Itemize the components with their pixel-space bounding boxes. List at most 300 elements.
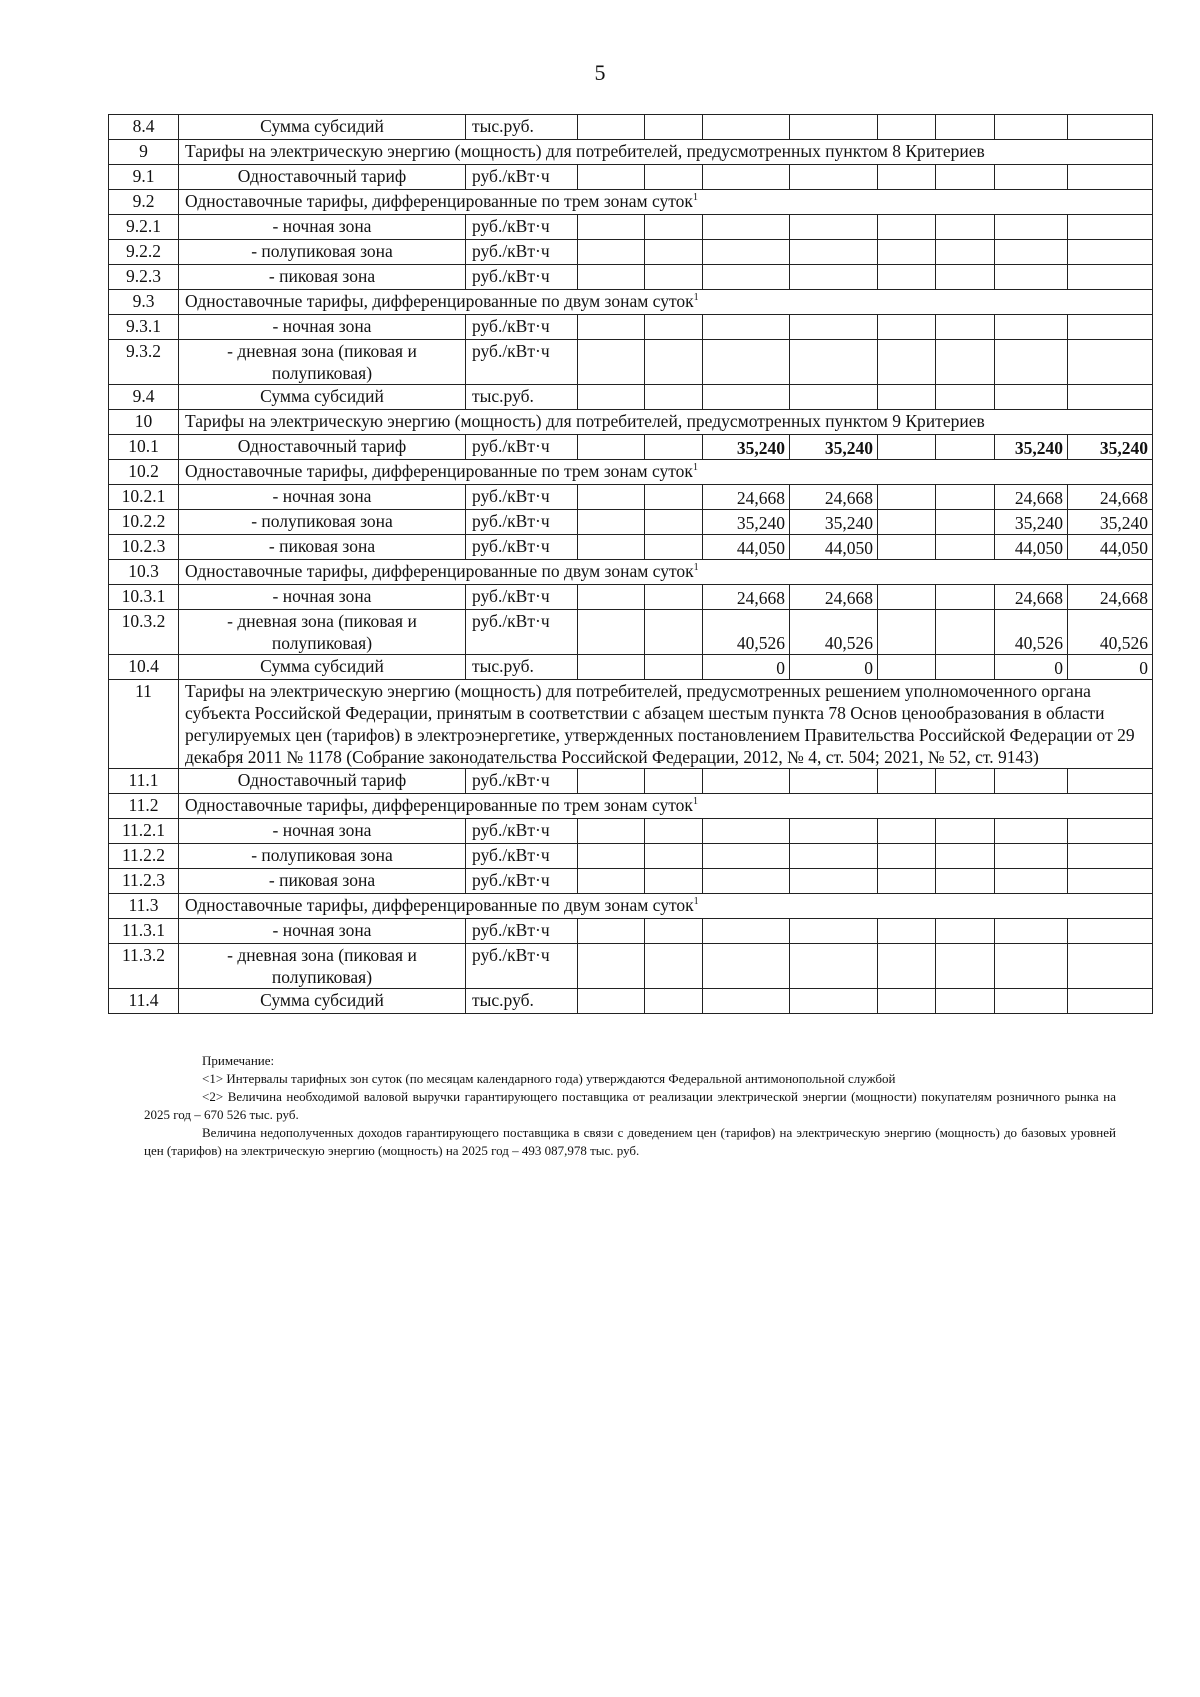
value-cell [936,215,995,240]
note-1: <1> Интервалы тарифных зон суток (по месяцам календарного года) утверждаются Федеральной антимонопольной службой [202,1071,896,1086]
value-cell [1068,385,1153,410]
value-cell [790,165,878,190]
value-cell [878,869,936,894]
row-number: 9.3 [109,290,179,315]
value-cell [645,919,703,944]
section-title [179,894,1153,919]
section-title-text: Одноставочные тарифы, дифференцированные по трем зонам суток [185,795,693,815]
row-name: - полупиковая зона [179,510,466,535]
row-unit: руб./кВт·ч [466,485,578,510]
row-name: - ночная зона [179,819,466,844]
row-number: 10.4 [109,655,179,680]
value-cell [578,215,645,240]
value-cell [645,819,703,844]
value-cell [878,919,936,944]
value-cell [936,435,995,460]
table-row [109,989,1153,1014]
row-number: 10.3 [109,560,179,585]
row-name: - пиковая зона [179,869,466,894]
value-cell [790,265,878,290]
value-cell [790,844,878,869]
row-name: - ночная зона [179,485,466,510]
value-cell [578,485,645,510]
value-cell [936,340,995,385]
value-cell [995,844,1068,869]
value-cell [995,385,1068,410]
value-cell [790,115,878,140]
section-title-text: Одноставочные тарифы, дифференцированные по двум зонам суток [185,561,694,581]
value-cell [645,655,703,680]
value-cell [645,215,703,240]
value-cell: 44,050 [1068,535,1153,560]
row-number: 10.2.3 [109,535,179,560]
row-number: 9.3.1 [109,315,179,340]
row-name: - дневная зона (пиковая и полупиковая) [179,944,466,989]
row-number: 11.2.1 [109,819,179,844]
value-cell: 24,668 [995,585,1068,610]
row-number: 11.2.3 [109,869,179,894]
value-cell [578,165,645,190]
row-unit: руб./кВт·ч [466,215,578,240]
value-cell [645,585,703,610]
row-name: Сумма субсидий [179,385,466,410]
value-cell [995,315,1068,340]
value-cell [878,385,936,410]
section-title-text: Одноставочные тарифы, дифференцированные по трем зонам суток [185,461,693,481]
value-cell: 44,050 [995,535,1068,560]
section-row [109,894,1153,919]
value-cell [645,165,703,190]
value-cell [790,869,878,894]
value-cell [578,919,645,944]
row-number: 11.3 [109,894,179,919]
section-title-text: Одноставочные тарифы, дифференцированные по двум зонам суток [185,291,694,311]
value-cell [703,165,790,190]
row-unit: руб./кВт·ч [466,844,578,869]
row-unit: руб./кВт·ч [466,819,578,844]
tariff-table-body [109,115,1153,1014]
value-cell: 24,668 [703,585,790,610]
value-cell [578,240,645,265]
value-cell [878,315,936,340]
value-cell [790,240,878,265]
value-cell [703,340,790,385]
row-name: - пиковая зона [179,265,466,290]
row-name: - полупиковая зона [179,240,466,265]
row-number: 11.1 [109,769,179,794]
value-cell [1068,819,1153,844]
table-row [109,919,1153,944]
row-number: 10.1 [109,435,179,460]
value-cell [878,340,936,385]
value-cell [936,265,995,290]
row-number: 11.2.2 [109,844,179,869]
table-row [109,240,1153,265]
value-cell: 35,240 [995,435,1068,460]
value-cell [878,989,936,1014]
value-cell [878,265,936,290]
footnote-marker: 1 [693,562,699,574]
value-cell: 35,240 [790,510,878,535]
value-cell: 44,050 [790,535,878,560]
value-cell [578,115,645,140]
row-unit: руб./кВт·ч [466,610,578,655]
value-cell [936,240,995,265]
value-cell [703,869,790,894]
value-cell [790,385,878,410]
section-row [109,560,1153,585]
value-cell [645,435,703,460]
table-row [109,944,1153,989]
value-cell [995,919,1068,944]
value-cell: 0 [703,655,790,680]
row-number: 9.4 [109,385,179,410]
value-cell [790,315,878,340]
table-row [109,585,1153,610]
value-cell [578,315,645,340]
row-unit: тыс.руб. [466,115,578,140]
value-cell [703,385,790,410]
table-row [109,315,1153,340]
row-number: 9 [109,140,179,165]
value-cell [995,340,1068,385]
value-cell [645,989,703,1014]
value-cell [703,919,790,944]
row-unit: руб./кВт·ч [466,769,578,794]
value-cell [578,585,645,610]
value-cell [878,844,936,869]
value-cell [878,165,936,190]
notes-section [144,1052,1116,1160]
value-cell [578,869,645,894]
row-name: Одноставочный тариф [179,769,466,794]
footnote-marker: 1 [692,462,698,474]
row-name: - ночная зона [179,215,466,240]
value-cell [936,989,995,1014]
section-title [179,190,1153,215]
value-cell [936,585,995,610]
table-row [109,655,1153,680]
value-cell [995,989,1068,1014]
value-cell [578,655,645,680]
value-cell [1068,844,1153,869]
footnote-marker: 1 [693,896,699,908]
value-cell [936,510,995,535]
value-cell [645,944,703,989]
footnote-marker: 1 [693,292,699,304]
note-2: <2> Величина необходимой валовой выручки гарантирующего поставщика от реализации электрической энергии (мощности) покупателям розничного рынка на 2025 год – 670 526 тыс. руб. [144,1089,1116,1122]
value-cell [645,535,703,560]
value-cell: 24,668 [703,485,790,510]
value-cell: 35,240 [703,435,790,460]
value-cell [578,535,645,560]
value-cell [936,165,995,190]
row-unit: тыс.руб. [466,989,578,1014]
section-title-text: Тарифы на электрическую энергию (мощность) для потребителей, предусмотренных пунктом 9 Критериев [185,411,985,431]
table-row [109,510,1153,535]
value-cell [578,340,645,385]
value-cell [936,655,995,680]
value-cell: 24,668 [790,485,878,510]
value-cell [645,265,703,290]
value-cell [645,485,703,510]
value-cell [578,819,645,844]
section-title [179,794,1153,819]
section-title [179,410,1153,435]
value-cell [995,165,1068,190]
value-cell [878,535,936,560]
row-name: - дневная зона (пиковая и полупиковая) [179,340,466,385]
value-cell: 40,526 [1068,610,1153,655]
row-number: 10.2.1 [109,485,179,510]
value-cell: 0 [1068,655,1153,680]
table-row [109,844,1153,869]
section-row [109,410,1153,435]
value-cell [995,769,1068,794]
section-title-text: Одноставочные тарифы, дифференцированные по двум зонам суток [185,895,694,915]
row-number: 9.2.2 [109,240,179,265]
table-row [109,215,1153,240]
value-cell: 40,526 [790,610,878,655]
row-unit: руб./кВт·ч [466,315,578,340]
value-cell [936,769,995,794]
row-number: 11 [109,680,179,769]
value-cell [790,215,878,240]
row-number: 10 [109,410,179,435]
value-cell [936,485,995,510]
value-cell [1068,315,1153,340]
table-row [109,485,1153,510]
value-cell [703,769,790,794]
row-name: - ночная зона [179,315,466,340]
section-row [109,290,1153,315]
row-unit: руб./кВт·ч [466,944,578,989]
row-name: Сумма субсидий [179,115,466,140]
row-number: 11.4 [109,989,179,1014]
row-unit: руб./кВт·ч [466,585,578,610]
value-cell [790,989,878,1014]
row-number: 9.2.1 [109,215,179,240]
table-row [109,265,1153,290]
section-title-text: Тарифы на электрическую энергию (мощность) для потребителей, предусмотренных решением уполномоченного органа субъекта Российской Федерации, принятым в соответствии с абзацем шестым пункта 78 Основ ценообразования в области регулируемых цен (тарифов) в электроэнергетике, утвержденных постановлением Правительства Российской Федерации от 29 декабря 2011 № 1178 (Собрание законодательства Российской Федерации, 2012, № 4, ст. 504; 2021, № 52, ст. 9143) [185,681,1135,767]
value-cell: 40,526 [995,610,1068,655]
value-cell: 24,668 [1068,485,1153,510]
table-row [109,340,1153,385]
value-cell: 24,668 [995,485,1068,510]
row-unit: руб./кВт·ч [466,240,578,265]
value-cell [790,340,878,385]
value-cell [995,819,1068,844]
value-cell [645,869,703,894]
value-cell [1068,769,1153,794]
value-cell: 35,240 [995,510,1068,535]
value-cell [645,610,703,655]
row-number: 9.1 [109,165,179,190]
value-cell [703,240,790,265]
value-cell [995,265,1068,290]
value-cell [878,510,936,535]
footnote-marker: 1 [692,796,698,808]
value-cell [578,435,645,460]
value-cell [703,989,790,1014]
value-cell [645,115,703,140]
value-cell [645,340,703,385]
value-cell [703,265,790,290]
section-row [109,190,1153,215]
value-cell [703,115,790,140]
row-name: - ночная зона [179,919,466,944]
table-row [109,435,1153,460]
value-cell [790,769,878,794]
note-3: Величина недополученных доходов гарантирующего поставщика в связи с доведением цен (тарифов) на электрическую энергию (мощность) до базовых уровней цен (тарифов) на электрическую энергию (мощность) на 2025 год – 493 087,978 тыс. руб. [144,1125,1116,1158]
row-name: - полупиковая зона [179,844,466,869]
value-cell [878,240,936,265]
value-cell [878,435,936,460]
row-name: Одноставочный тариф [179,435,466,460]
value-cell [790,919,878,944]
table-row [109,610,1153,655]
value-cell [645,510,703,535]
value-cell [995,215,1068,240]
value-cell [1068,265,1153,290]
value-cell [878,944,936,989]
value-cell [1068,340,1153,385]
table-row [109,385,1153,410]
row-name: - ночная зона [179,585,466,610]
section-title [179,460,1153,485]
section-title-text: Тарифы на электрическую энергию (мощность) для потребителей, предусмотренных пунктом 8 Критериев [185,141,985,161]
section-title [179,140,1153,165]
table-row [109,115,1153,140]
value-cell [790,819,878,844]
row-unit: руб./кВт·ч [466,265,578,290]
row-number: 10.2 [109,460,179,485]
value-cell [936,869,995,894]
value-cell [1068,215,1153,240]
row-unit: руб./кВт·ч [466,535,578,560]
value-cell: 0 [995,655,1068,680]
section-title [179,290,1153,315]
value-cell [578,844,645,869]
value-cell [578,944,645,989]
value-cell [645,769,703,794]
value-cell [1068,989,1153,1014]
value-cell [878,610,936,655]
value-cell [1068,240,1153,265]
table-row [109,535,1153,560]
value-cell [936,385,995,410]
value-cell [936,115,995,140]
row-number: 9.2.3 [109,265,179,290]
row-number: 10.2.2 [109,510,179,535]
row-name: Сумма субсидий [179,989,466,1014]
value-cell [936,819,995,844]
row-unit: руб./кВт·ч [466,869,578,894]
value-cell [578,769,645,794]
value-cell [703,944,790,989]
section-row [109,680,1153,769]
value-cell [878,769,936,794]
tariff-table-container [108,114,1152,1014]
row-unit: тыс.руб. [466,385,578,410]
value-cell: 0 [790,655,878,680]
value-cell [995,115,1068,140]
row-number: 9.3.2 [109,340,179,385]
value-cell [578,265,645,290]
row-unit: руб./кВт·ч [466,510,578,535]
row-number: 8.4 [109,115,179,140]
value-cell [578,610,645,655]
table-row [109,819,1153,844]
value-cell [703,315,790,340]
value-cell [1068,919,1153,944]
row-number: 9.2 [109,190,179,215]
value-cell [1068,115,1153,140]
value-cell [790,944,878,989]
row-unit: руб./кВт·ч [466,919,578,944]
value-cell [703,819,790,844]
value-cell [703,215,790,240]
section-title [179,560,1153,585]
notes-heading: Примечание: [202,1053,275,1068]
value-cell [578,385,645,410]
section-title [179,680,1153,769]
section-row [109,460,1153,485]
value-cell [878,215,936,240]
row-number: 11.2 [109,794,179,819]
row-unit: руб./кВт·ч [466,435,578,460]
footnote-marker: 1 [692,192,698,204]
table-row [109,869,1153,894]
value-cell [936,315,995,340]
table-row [109,769,1153,794]
value-cell [936,844,995,869]
value-cell [1068,944,1153,989]
value-cell: 24,668 [1068,585,1153,610]
row-unit: руб./кВт·ч [466,340,578,385]
value-cell [645,240,703,265]
row-name: Сумма субсидий [179,655,466,680]
value-cell: 40,526 [703,610,790,655]
section-row [109,140,1153,165]
value-cell [995,869,1068,894]
value-cell: 24,668 [790,585,878,610]
row-name: Одноставочный тариф [179,165,466,190]
value-cell [878,819,936,844]
value-cell [936,919,995,944]
row-number: 10.3.1 [109,585,179,610]
tariff-table [108,114,1153,1014]
value-cell [1068,165,1153,190]
row-name: - пиковая зона [179,535,466,560]
value-cell [645,315,703,340]
value-cell [578,510,645,535]
section-title-text: Одноставочные тарифы, дифференцированные по трем зонам суток [185,191,693,211]
value-cell [878,115,936,140]
value-cell [995,944,1068,989]
row-name: - дневная зона (пиковая и полупиковая) [179,610,466,655]
row-number: 10.3.2 [109,610,179,655]
value-cell [645,385,703,410]
value-cell [878,585,936,610]
value-cell: 35,240 [703,510,790,535]
section-row [109,794,1153,819]
value-cell: 44,050 [703,535,790,560]
value-cell [645,844,703,869]
value-cell: 35,240 [790,435,878,460]
value-cell [995,240,1068,265]
value-cell: 35,240 [1068,435,1153,460]
